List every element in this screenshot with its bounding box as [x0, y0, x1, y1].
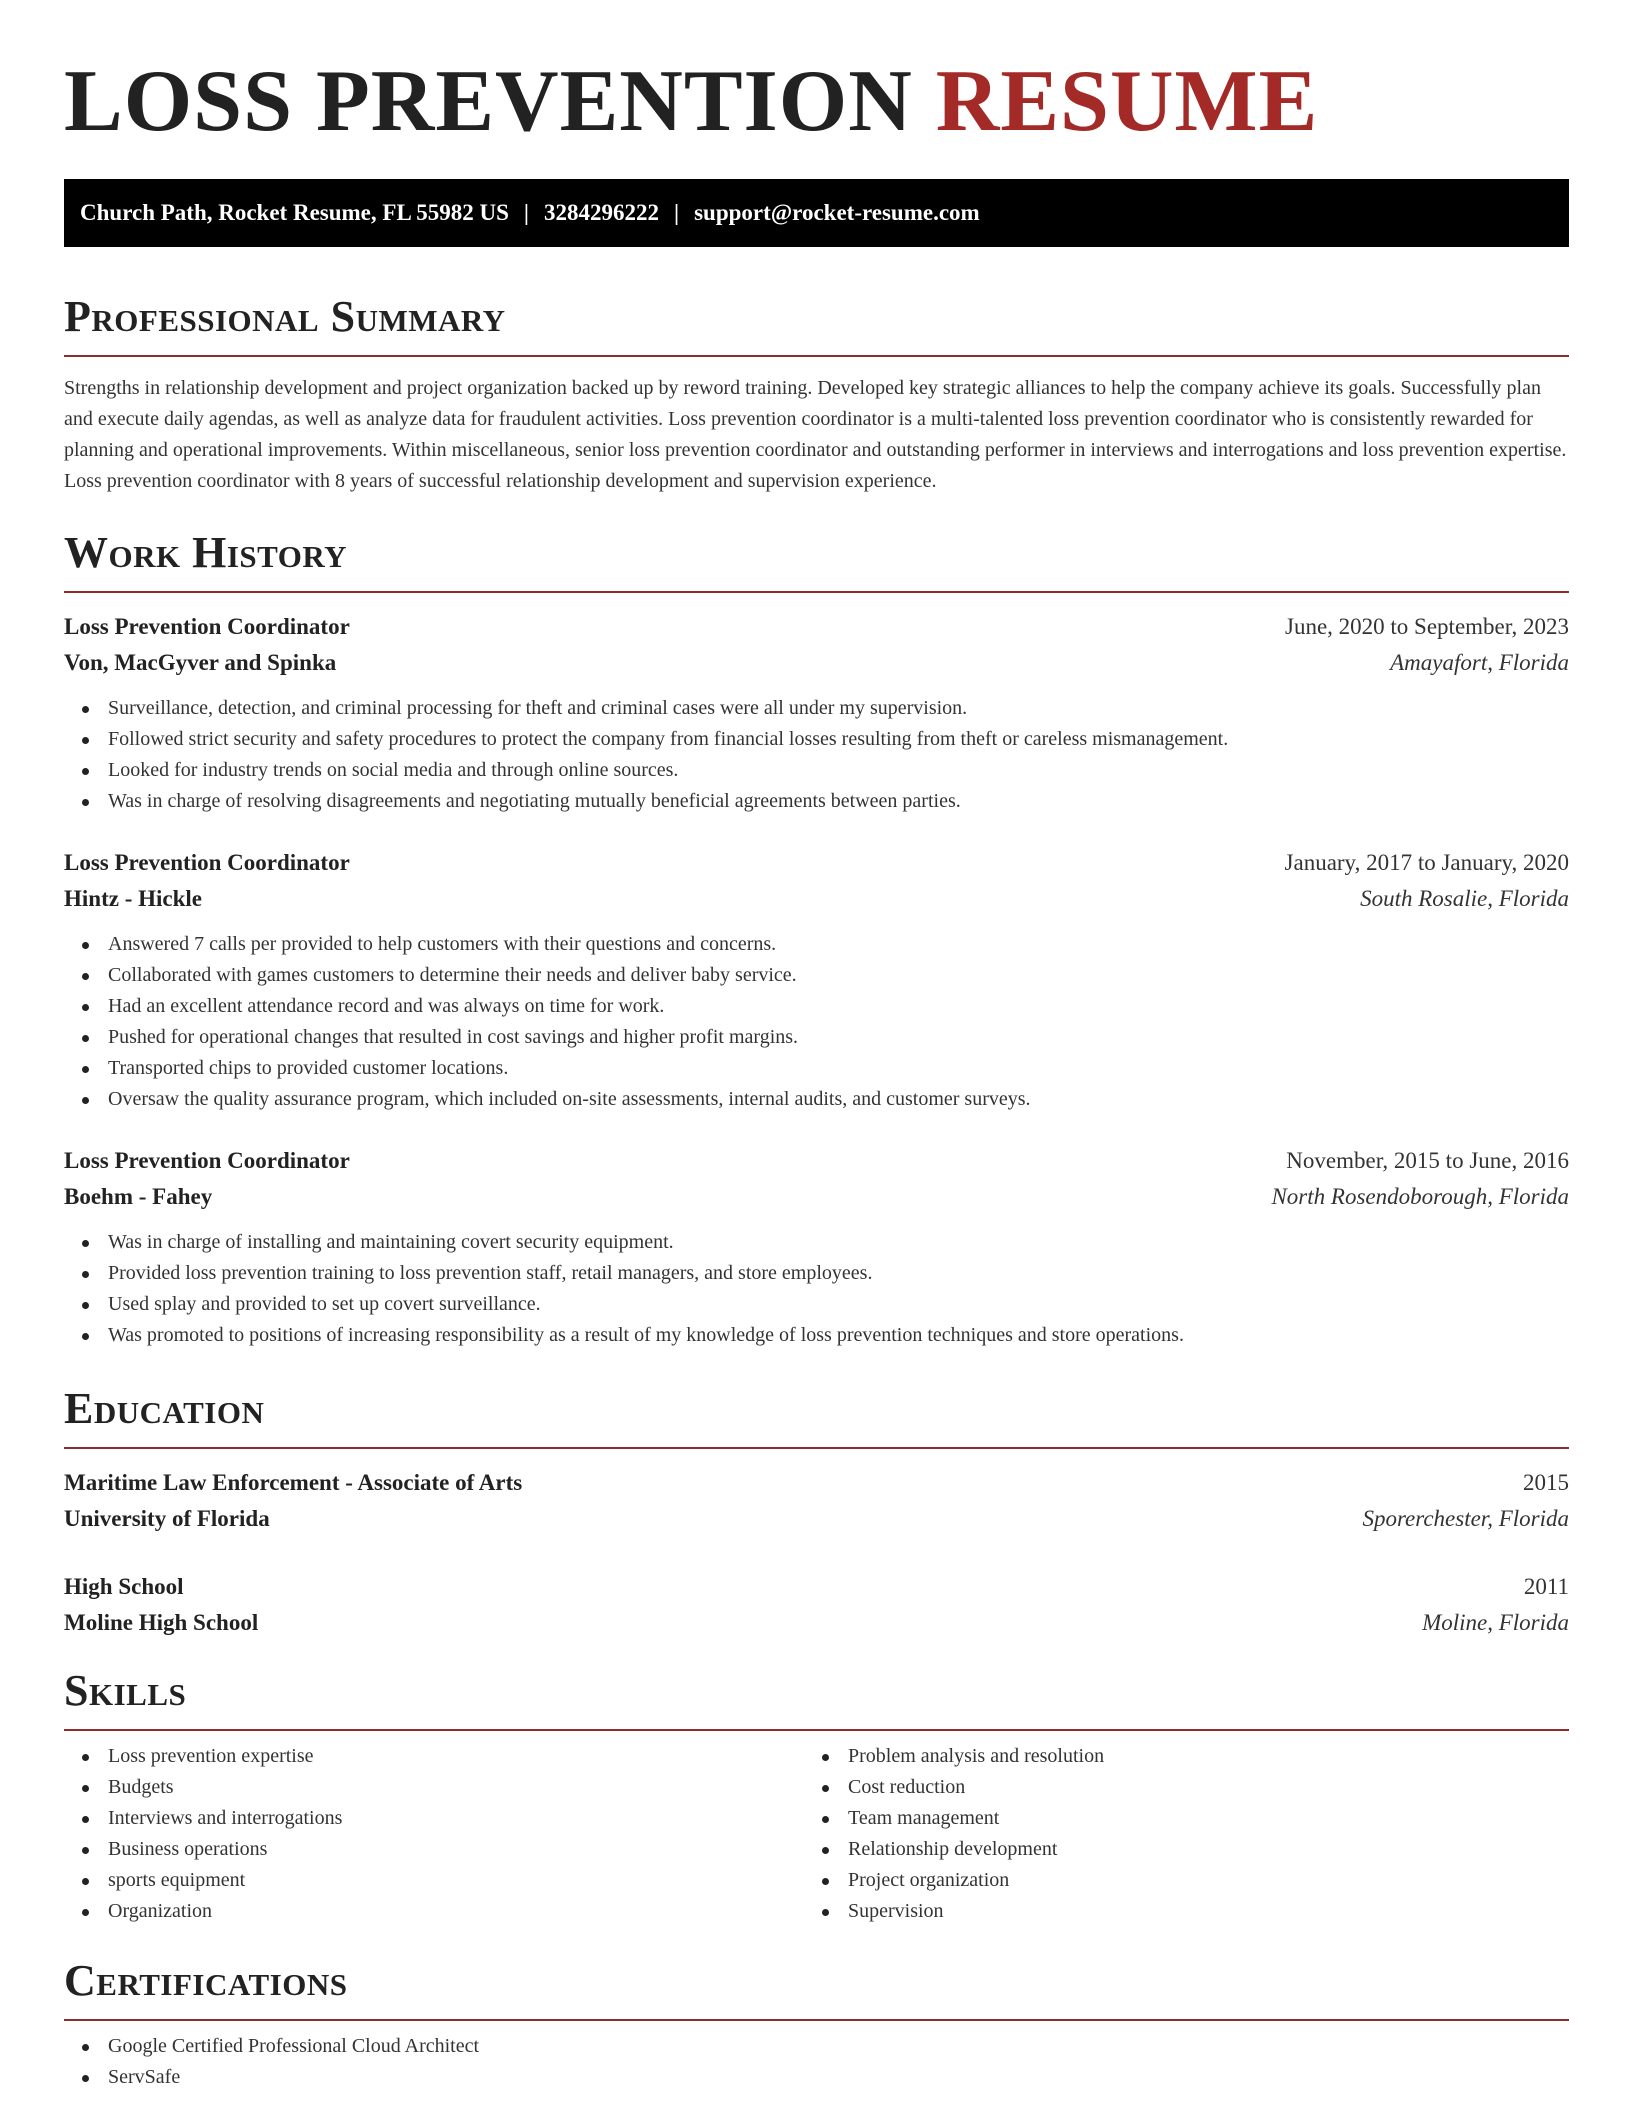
education-school: Moline High School — [64, 1610, 259, 1635]
section-heading: Certifications — [64, 1959, 1569, 2021]
contact-address: Church Path, Rocket Resume, FL 55982 US — [80, 200, 509, 225]
section-heading: Professional Summary — [64, 295, 1569, 357]
skills-list-right — [804, 1741, 1544, 1927]
job-header-row — [64, 609, 1569, 645]
job-title: Loss Prevention Coordinator — [64, 1148, 350, 1173]
list-item: Oversaw the quality assurance program, which included on-site assessments, internal audits, and customer surveys. — [64, 1084, 1569, 1115]
job-location: South Rosalie, Florida — [1360, 886, 1569, 911]
contact-phone: 3284296222 — [544, 200, 659, 225]
list-item: Business operations — [64, 1834, 804, 1865]
list-item: ServSafe — [64, 2062, 1569, 2093]
job-entry — [64, 1143, 1569, 1351]
list-item: Was promoted to positions of increasing responsibility as a result of my knowledge of loss prevention techniques and store operations. — [64, 1320, 1569, 1351]
job-company-row — [64, 881, 1569, 917]
list-item: Cost reduction — [804, 1772, 1544, 1803]
job-company-row — [64, 1179, 1569, 1215]
list-item: Supervision — [804, 1896, 1544, 1927]
job-title: Loss Prevention Coordinator — [64, 850, 350, 875]
list-item: Relationship development — [804, 1834, 1544, 1865]
job-location: Amayafort, Florida — [1390, 650, 1569, 675]
list-item: Pushed for operational changes that resulted in cost savings and higher profit margins. — [64, 1022, 1569, 1053]
education-school: University of Florida — [64, 1506, 270, 1531]
education-section — [64, 1384, 1569, 1641]
job-dates: November, 2015 to June, 2016 — [1286, 1148, 1569, 1173]
education-header-row — [64, 1465, 1569, 1501]
skills-list-left — [64, 1741, 804, 1927]
education-degree: High School — [64, 1574, 184, 1599]
education-entry — [64, 1465, 1569, 1537]
job-bullets — [64, 1227, 1569, 1351]
list-item: Used splay and provided to set up covert surveillance. — [64, 1289, 1569, 1320]
contact-email[interactable]: support@rocket-resume.com — [694, 200, 980, 225]
job-entry — [64, 845, 1569, 1115]
list-item: Team management — [804, 1803, 1544, 1834]
list-item: Interviews and interrogations — [64, 1803, 804, 1834]
education-location: Sporerchester, Florida — [1362, 1506, 1569, 1531]
list-item: Organization — [64, 1896, 804, 1927]
job-dates: January, 2017 to January, 2020 — [1284, 850, 1569, 875]
job-company: Von, MacGyver and Spinka — [64, 650, 337, 675]
job-location: North Rosendoborough, Florida — [1271, 1184, 1569, 1209]
list-item: Project organization — [804, 1865, 1544, 1896]
skills-grid — [64, 1741, 1569, 1927]
contact-separator: | — [523, 200, 529, 225]
job-bullets — [64, 929, 1569, 1115]
contact-separator: | — [674, 200, 680, 225]
skills-section — [64, 1666, 1569, 1927]
list-item: Surveillance, detection, and criminal processing for theft and criminal cases were all under my supervision. — [64, 693, 1569, 724]
education-school-row — [64, 1501, 1569, 1537]
certifications-section — [64, 1956, 1569, 2093]
education-year: 2015 — [1523, 1470, 1569, 1495]
list-item: Was in charge of resolving disagreements and negotiating mutually beneficial agreements between parties. — [64, 786, 1569, 817]
job-header-row — [64, 1143, 1569, 1179]
title-main: LOSS PREVENTION — [64, 53, 913, 150]
resume-title — [64, 53, 1569, 150]
job-entry — [64, 609, 1569, 817]
education-year: 2011 — [1523, 1574, 1569, 1599]
section-heading: Skills — [64, 1669, 1569, 1731]
list-item: Transported chips to provided customer locations. — [64, 1053, 1569, 1084]
job-company-row — [64, 645, 1569, 681]
section-heading: Work History — [64, 531, 1569, 593]
list-item: Google Certified Professional Cloud Architect — [64, 2031, 1569, 2062]
job-header-row — [64, 845, 1569, 881]
section-heading: Education — [64, 1387, 1569, 1449]
certifications-list — [64, 2031, 1569, 2093]
job-title: Loss Prevention Coordinator — [64, 614, 350, 639]
list-item: Collaborated with games customers to determine their needs and deliver baby service. — [64, 960, 1569, 991]
job-bullets — [64, 693, 1569, 817]
list-item: Was in charge of installing and maintaining covert security equipment. — [64, 1227, 1569, 1258]
list-item: Followed strict security and safety procedures to protect the company from financial losses resulting from theft or careless mismanagement. — [64, 724, 1569, 755]
work-history-section — [64, 528, 1569, 1351]
list-item: Answered 7 calls per provided to help customers with their questions and concerns. — [64, 929, 1569, 960]
education-location: Moline, Florida — [1422, 1610, 1569, 1635]
list-item: Provided loss prevention training to loss prevention staff, retail managers, and store employees. — [64, 1258, 1569, 1289]
list-item: Loss prevention expertise — [64, 1741, 804, 1772]
list-item: Problem analysis and resolution — [804, 1741, 1544, 1772]
title-accent: RESUME — [935, 53, 1319, 150]
list-item: Budgets — [64, 1772, 804, 1803]
job-company: Boehm - Fahey — [64, 1184, 213, 1209]
job-dates: June, 2020 to September, 2023 — [1285, 614, 1569, 639]
list-item: Had an excellent attendance record and was always on time for work. — [64, 991, 1569, 1022]
resume-page — [64, 0, 1569, 2093]
education-degree: Maritime Law Enforcement - Associate of Arts — [64, 1470, 523, 1495]
job-company: Hintz - Hickle — [64, 886, 202, 911]
contact-bar — [64, 179, 1569, 247]
summary-section — [64, 292, 1569, 497]
education-school-row — [64, 1605, 1569, 1641]
education-header-row — [64, 1569, 1569, 1605]
list-item: Looked for industry trends on social media and through online sources. — [64, 755, 1569, 786]
list-item: sports equipment — [64, 1865, 804, 1896]
summary-text: Strengths in relationship development and project organization backed up by reword training. Developed key strategic alliances to help the company achieve its goals. Successfully plan and execute daily agendas, as well as analyze data for fraudulent activities. Loss prevention coordinator is a multi-talented loss prevention coordinator who is consistently rewarded for planning and operational improvements. Within miscellaneous, senior loss prevention coordinator and outstanding performer in interviews and interrogations and loss prevention expertise. Loss prevention coordinator with 8 years of successful relationship development and supervision experience. — [64, 377, 1567, 492]
education-entry — [64, 1569, 1569, 1641]
